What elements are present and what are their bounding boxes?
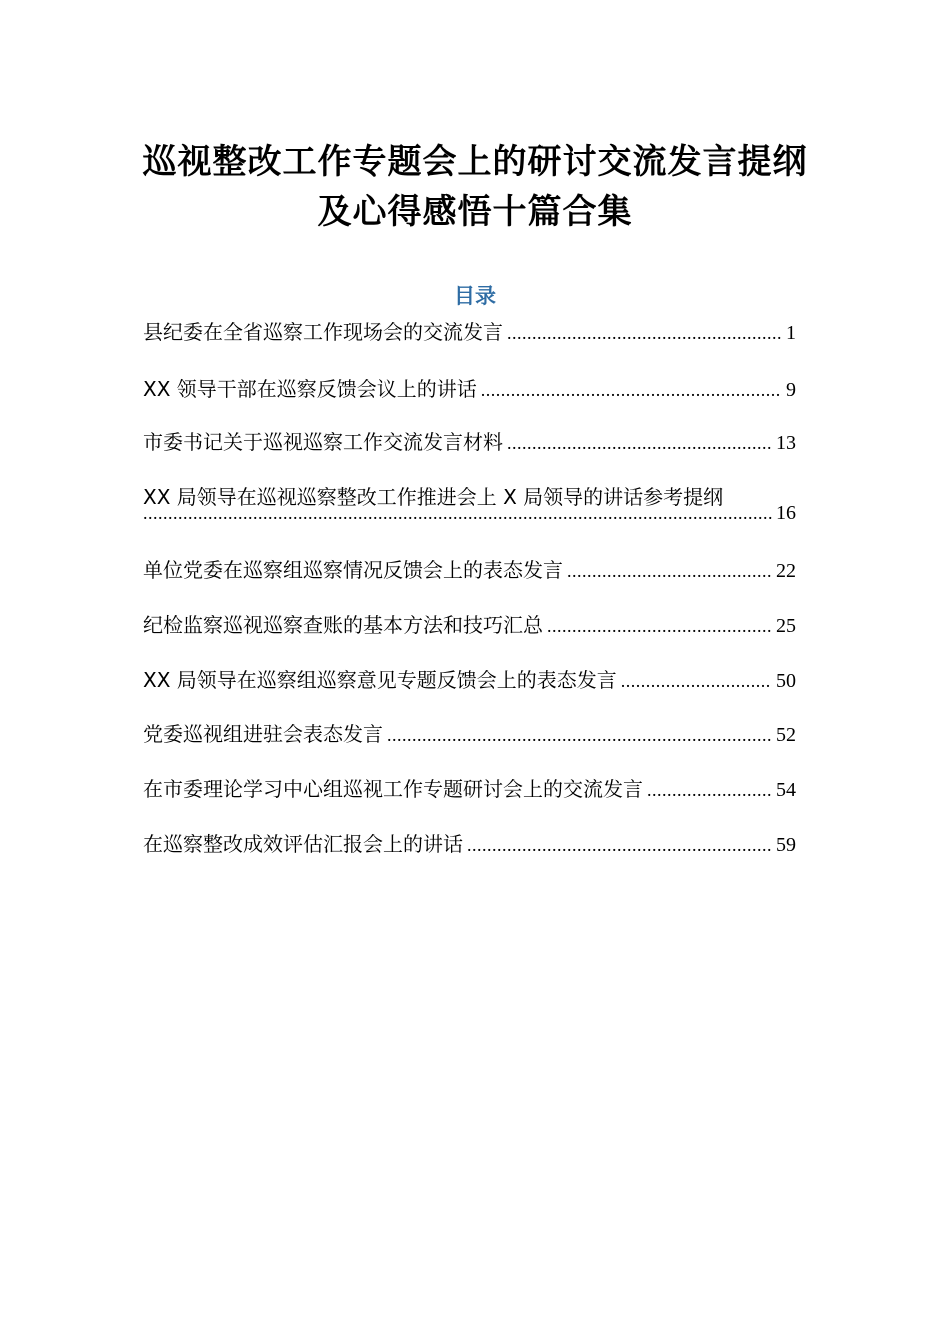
toc-entry-text: 在巡察整改成效评估汇报会上的讲话 bbox=[143, 832, 463, 856]
toc-leader-dots bbox=[481, 375, 782, 404]
toc-leader-dots bbox=[621, 666, 772, 695]
toc-entry[interactable] bbox=[143, 317, 796, 347]
toc-entry-page: 1 bbox=[786, 322, 796, 344]
toc-entry-page: 16 bbox=[776, 502, 796, 524]
toc-entry-text: 党委巡视组进驻会表态发言 bbox=[143, 722, 383, 746]
toc-entry[interactable] bbox=[143, 719, 796, 749]
toc-leader-dots bbox=[467, 830, 772, 859]
toc-entry[interactable] bbox=[143, 829, 796, 859]
toc-entry-text: 单位党委在巡察组巡察情况反馈会上的表态发言 bbox=[143, 558, 563, 582]
document-title-line1: 巡视整改工作专题会上的研讨交流发言提纲 bbox=[142, 142, 808, 182]
toc-leader-dots bbox=[507, 428, 772, 457]
toc-leader-dots bbox=[143, 503, 774, 524]
toc-entry[interactable] bbox=[143, 374, 796, 404]
toc-entry-page: 13 bbox=[776, 432, 796, 454]
toc-entry[interactable] bbox=[143, 610, 796, 640]
toc-entry-text: 纪检监察巡视巡察查账的基本方法和技巧汇总 bbox=[143, 613, 543, 637]
toc-entry-continuation[interactable] bbox=[143, 502, 796, 532]
toc-leader-dots bbox=[567, 556, 772, 585]
toc-entry[interactable] bbox=[143, 665, 796, 695]
toc-entry-text: XX 局领导在巡视巡察整改工作推进会上 X 局领导的讲话参考提纲 bbox=[143, 485, 724, 509]
toc-entry-text: XX 局领导在巡察组巡察意见专题反馈会上的表态发言 bbox=[143, 668, 617, 692]
toc-entry-page: 25 bbox=[776, 615, 796, 637]
toc-leader-dots bbox=[387, 720, 772, 749]
toc-leader-dots bbox=[507, 318, 782, 347]
toc-entry[interactable] bbox=[143, 555, 796, 585]
toc-entry-text: XX 领导干部在巡察反馈会议上的讲话 bbox=[143, 377, 477, 401]
toc-entry-page: 54 bbox=[776, 779, 796, 801]
document-title-line2: 及心得感悟十篇合集 bbox=[317, 192, 633, 232]
toc-heading: 目录 bbox=[454, 283, 496, 308]
toc-entry-text: 市委书记关于巡视巡察工作交流发言材料 bbox=[143, 430, 503, 454]
toc-entry-page: 22 bbox=[776, 560, 796, 582]
toc-entry-page: 9 bbox=[786, 379, 796, 401]
toc-entry[interactable] bbox=[143, 774, 796, 804]
toc-entry-page: 50 bbox=[776, 670, 796, 692]
toc-entry-text: 县纪委在全省巡察工作现场会的交流发言 bbox=[143, 320, 503, 344]
toc-entry-page: 52 bbox=[776, 724, 796, 746]
toc-entry-page: 59 bbox=[776, 834, 796, 856]
toc-leader-dots bbox=[547, 611, 772, 640]
toc-entry[interactable] bbox=[143, 427, 796, 457]
toc-entry-text: 在市委理论学习中心组巡视工作专题研讨会上的交流发言 bbox=[143, 777, 643, 801]
toc-leader-dots bbox=[647, 775, 772, 804]
